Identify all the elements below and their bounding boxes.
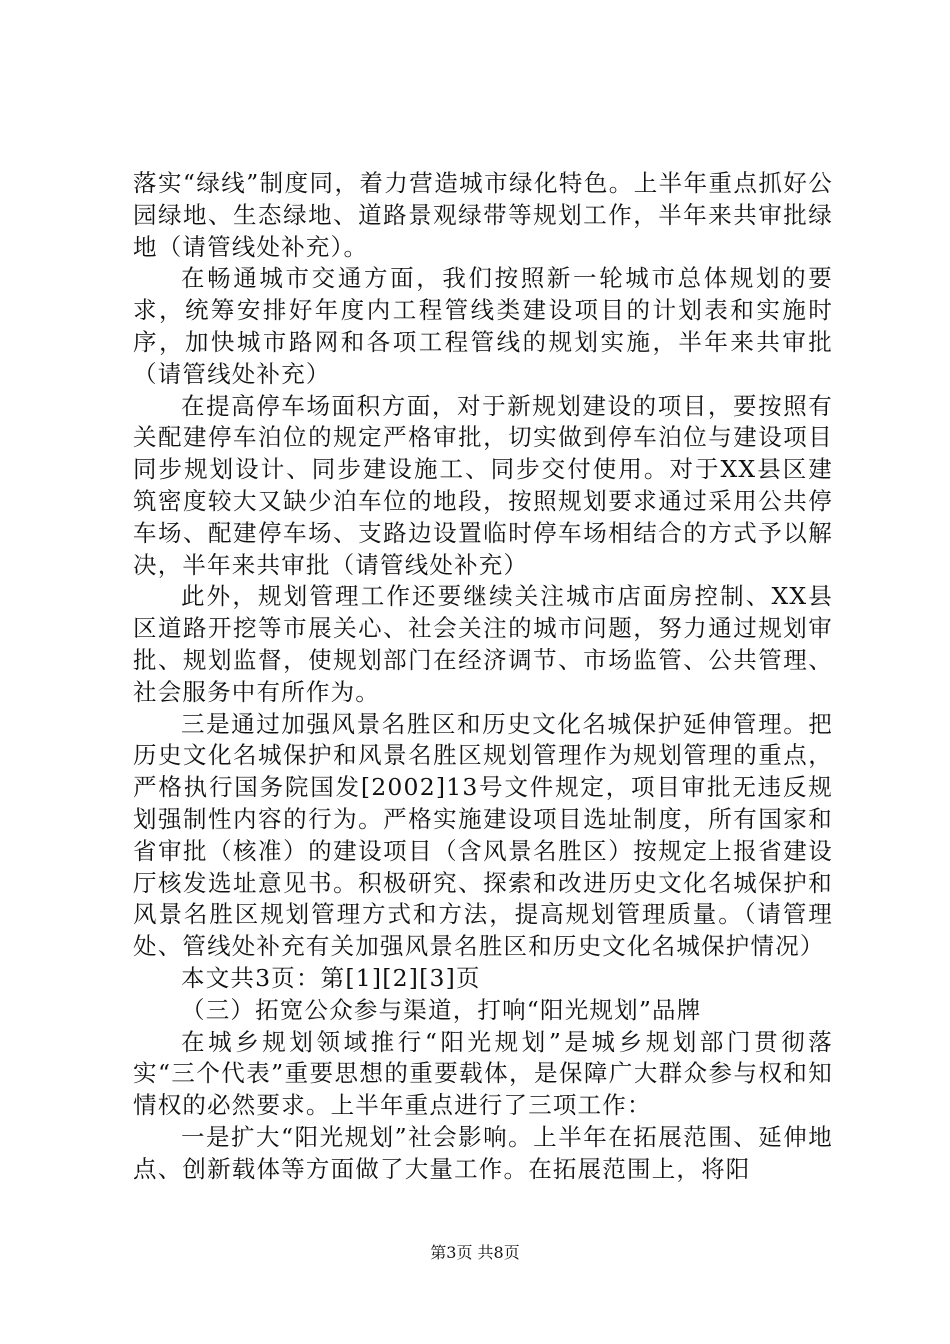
paragraph-scenic-protection: 三是通过加强风景名胜区和历史文化名城保护延伸管理。把历史文化名城保护和风景名胜区规划管理作为规划管理的重点，严格执行国务院国发[2002]13号文件规定，项目审批无违反规划强制性内容的行为。严格实施建设项目选址制度，所有国家和省审批（核准）的建设项目（含风景名胜区）按规定上报省建设厅核发选址意见书。积极研究、探索和改进历史文化名城保护和风景名胜区规划管理方式和方法，提高规划管理质量。（请管理处、管线处补充有关加强风景名胜区和历史文化名城保护情况）	[133, 709, 833, 961]
paragraph-parking: 在提高停车场面积方面，对于新规划建设的项目，要按照有关配建停车泊位的规定严格审批，切实做到停车泊位与建设项目同步规划设计、同步建设施工、同步交付使用。对于XX县区建筑密度较大又缺少泊车位的地段，按照规划要求通过采用公共停车场、配建停车场、支路边设置临时停车场相结合的方式予以解决，半年来共审批（请管线处补充）	[133, 391, 833, 579]
paragraph-expand-influence: 一是扩大“阳光规划”社会影响。上半年在拓展范围、延伸地点、创新载体等方面做了大量工作。在拓展范围上，将阳	[133, 1122, 833, 1183]
section-heading: （三）拓宽公众参与渠道，打响“阳光规划”品牌	[181, 995, 702, 1024]
document-body	[133, 168, 833, 1186]
paragraph-traffic: 在畅通城市交通方面，我们按照新一轮城市总体规划的要求，统筹安排好年度内工程管线类建设项目的计划表和实施时序，加快城市路网和各项工程管线的规划实施，半年来共审批（请管线处补充）	[133, 264, 833, 388]
paragraph-sunshine-planning: 在城乡规划领域推行“阳光规划”是城乡规划部门贯彻落实“三个代表”重要思想的重要载体，是保障广大群众参与权和知情权的必然要求。上半年重点进行了三项工作：	[133, 1027, 833, 1120]
paragraph-green-line: 落实“绿线”制度同，着力营造城市绿化特色。上半年重点抓好公园绿地、生态绿地、道路景观绿带等规划工作，半年来共审批绿地（请管线处补充）。	[133, 169, 833, 261]
page-navigation-text: 本文共3页：第[1][2][3]页	[181, 963, 481, 992]
page-footer: 第3页 共8页	[430, 1243, 520, 1262]
paragraph-additional: 此外，规划管理工作还要继续关注城市店面房控制、XX县区道路开挖等市展关心、社会关注的城市问题，努力通过规划审批、规划监督，使规划部门在经济调节、市场监管、公共管理、社会服务中有所作为。	[133, 582, 833, 706]
